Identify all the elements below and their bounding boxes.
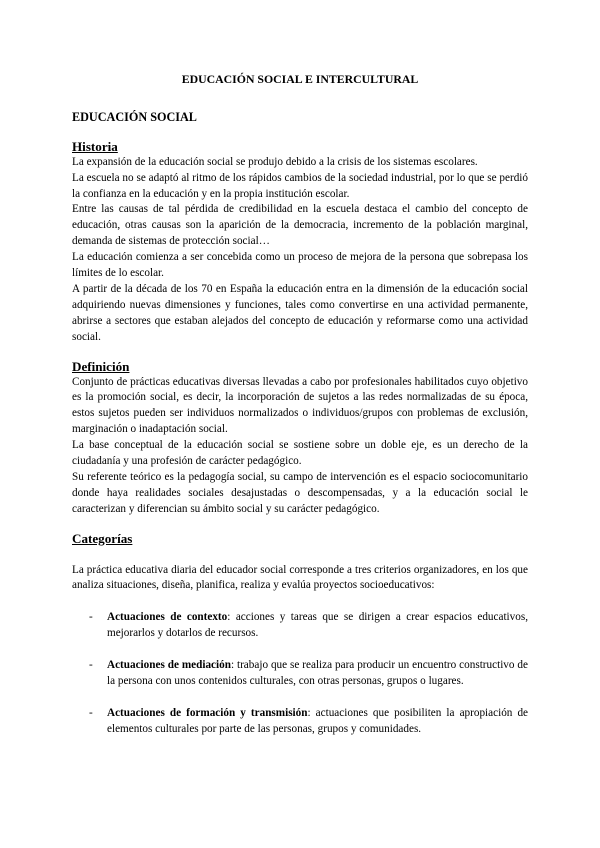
criterion-term: Actuaciones de mediación [107,659,231,672]
dash-bullet: - [89,611,93,624]
historia-paragraph: La educación comienza a ser concebida como un proceso de mejora de la persona que sobrepasa los límites de lo escolar. [72,251,528,280]
definicion-section [72,359,528,518]
definicion-heading: Definición [72,358,130,374]
historia-paragraph: La expansión de la educación social se produjo debido a la crisis de los sistemas escolares. [72,155,478,168]
document-title: EDUCACIÓN SOCIAL E INTERCULTURAL [181,72,419,86]
criterion-term: Actuaciones de contexto [107,611,228,624]
criterion-text: : actuaciones que posibiliten la apropiación de elementos culturales por parte de las personas, grupos y comunidades. [107,707,529,735]
categorias-section [72,531,528,738]
definicion-paragraph: La base conceptual de la educación social se sostiene sobre un doble eje, es un derecho de la ciudadanía y una profesión de carácter pedagógico. [72,439,528,468]
definicion-paragraph: Conjunto de prácticas educativas diversas llevadas a cabo por profesionales habilitados cuyo objetivo es la promoción social, es decir, la incorporación de sujetos a las redes normalizadas de su época, estos sujetos pueden ser individuos normalizados o individuos/grupos con problemas de exclusión, marginación o inadaptación social. [72,375,528,436]
historia-paragraph: A partir de la década de los 70 en España la educación entra en la dimensión de la educación social adquiriendo nuevas dimensiones y funciones, tales como convertirse en una actividad permanente, abrirse a sectores que estaban alejados del concepto de educación y reformarse como una actividad social. [72,282,528,343]
dash-bullet: - [89,707,93,719]
criterion-text: : acciones y tareas que se dirigen a crear espacios educativos, mejorarlos y dotarlos de recursos. [107,611,529,640]
categorias-heading: Categorías [72,530,133,546]
historia-paragraph: La escuela no se adaptó al ritmo de los rápidos cambios de la sociedad industrial, por lo que se perdió la confianza en la educación y en la propia institución escolar. [72,171,528,200]
list-item [72,610,528,642]
criterion-text: : trabajo que se realiza para producir un encuentro constructivo de la persona con unos contenidos culturales, con otras personas, grupos o lugares. [107,659,528,688]
definicion-paragraph: Su referente teórico es la pedagogía social, su campo de intervención es el espacio sociocomunitario donde haya realidades sociales desajustadas o descompensadas, y a la educación social le caracterizan y diferencian su ámbito social y su carácter pedagógico. [72,470,528,515]
criteria-list [72,610,528,737]
list-item [72,658,528,690]
historia-section [72,139,528,346]
historia-paragraph: Entre las causas de tal pérdida de credibilidad en la escuela destaca el cambio del concepto de educación, otras causas son la aparición de la democracia, incremento de la población marginal, demanda de sistemas de protección social… [72,203,528,248]
categorias-intro: La práctica educativa diaria del educador social corresponde a tres criterios organizadores, en los que analiza situaciones, diseña, planifica, realiza y evalúa proyectos socioeducativos: [72,563,528,592]
section-title: EDUCACIÓN SOCIAL [72,109,197,124]
dash-bullet: - [89,659,93,672]
historia-heading: Historia [72,138,118,154]
list-item [72,706,528,738]
criterion-term: Actuaciones de formación y transmisión [107,707,308,719]
